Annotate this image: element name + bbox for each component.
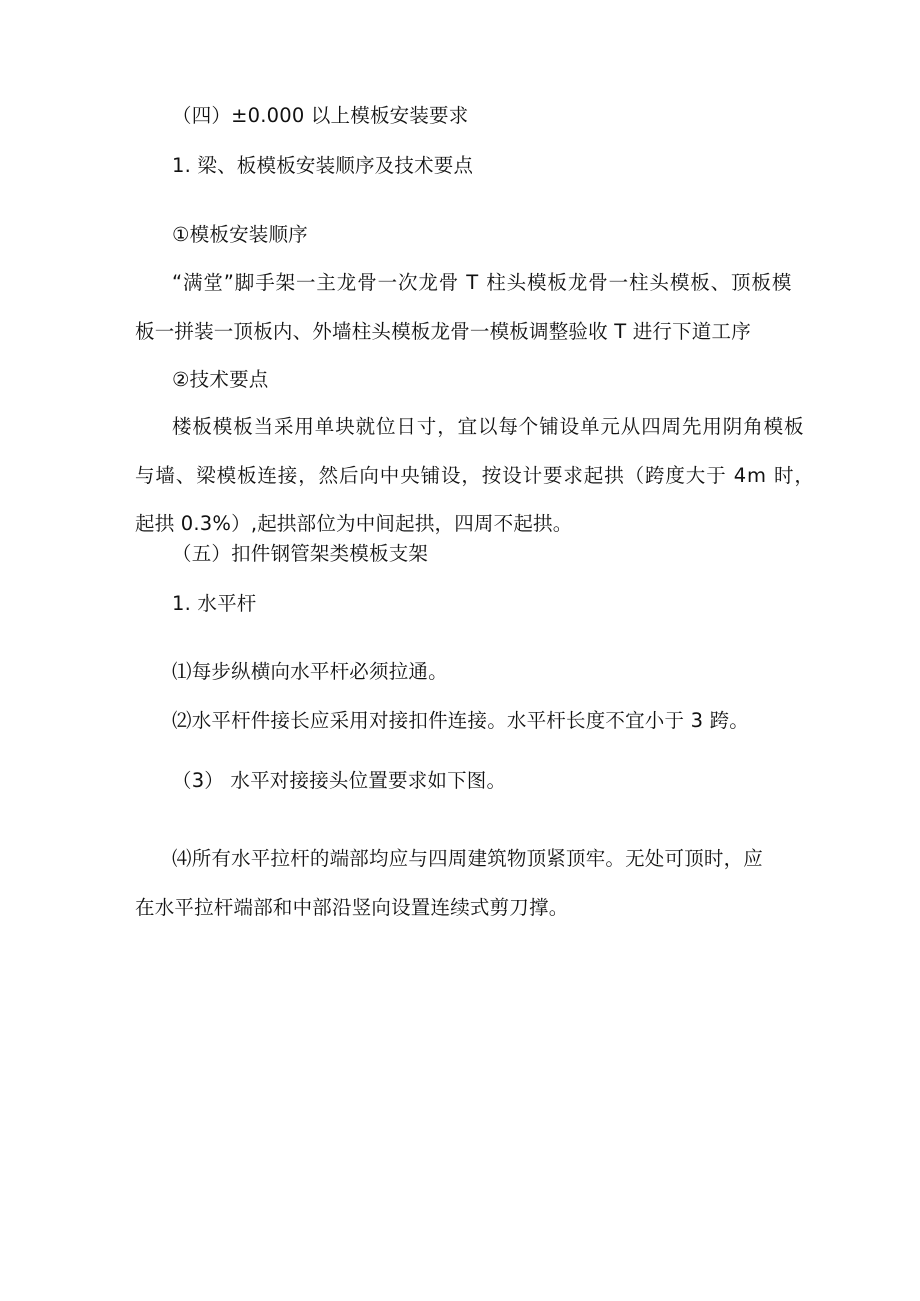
paragraph-technical-line-2: 与墙、梁模板连接，然后向中央铺设，按设计要求起拱（跨度大于 4m 时， [135, 464, 815, 487]
subheading-beam-slab: 1. 梁、板模板安装顺序及技术要点 [172, 154, 474, 177]
paragraph-sequence-line-1: “满堂”脚手架一主龙骨一次龙骨 T 柱头模板龙骨一柱头模板、顶板模 [172, 271, 793, 294]
list-item-1: ⑴每步纵横向水平杆必须拉通。 [172, 660, 448, 683]
paragraph-technical-line-1: 楼板模板当采用单块就位日寸，宜以每个铺设单元从四周先用阴角模板 [172, 415, 805, 438]
list-item-3: （3） 水平对接接头位置要求如下图。 [172, 769, 507, 792]
item-install-sequence: ①模板安装顺序 [172, 223, 308, 246]
section-heading-5: （五）扣件钢管架类模板支架 [172, 542, 429, 565]
list-item-4-line-1: ⑷所有水平拉杆的端部均应与四周建筑物顶紧顶牢。无处可顶时，应 [172, 847, 764, 870]
section-heading-4: （四）±0.000 以上模板安装要求 [172, 104, 469, 127]
subheading-horizontal-bar: 1. 水平杆 [172, 592, 257, 615]
paragraph-sequence-line-2: 板一拼装一顶板内、外墙柱头模板龙骨一模板调整验收 T 进行下道工序 [135, 320, 751, 343]
paragraph-technical-line-3: 起拱 0.3%）,起拱部位为中间起拱，四周不起拱。 [135, 512, 573, 535]
list-item-4-line-2: 在水平拉杆端部和中部沿竖向设置连续式剪刀撑。 [135, 896, 569, 919]
item-technical-points: ②技术要点 [172, 368, 269, 391]
list-item-2: ⑵水平杆件接长应采用对接扣件连接。水平杆长度不宜小于 3 跨。 [172, 709, 750, 732]
